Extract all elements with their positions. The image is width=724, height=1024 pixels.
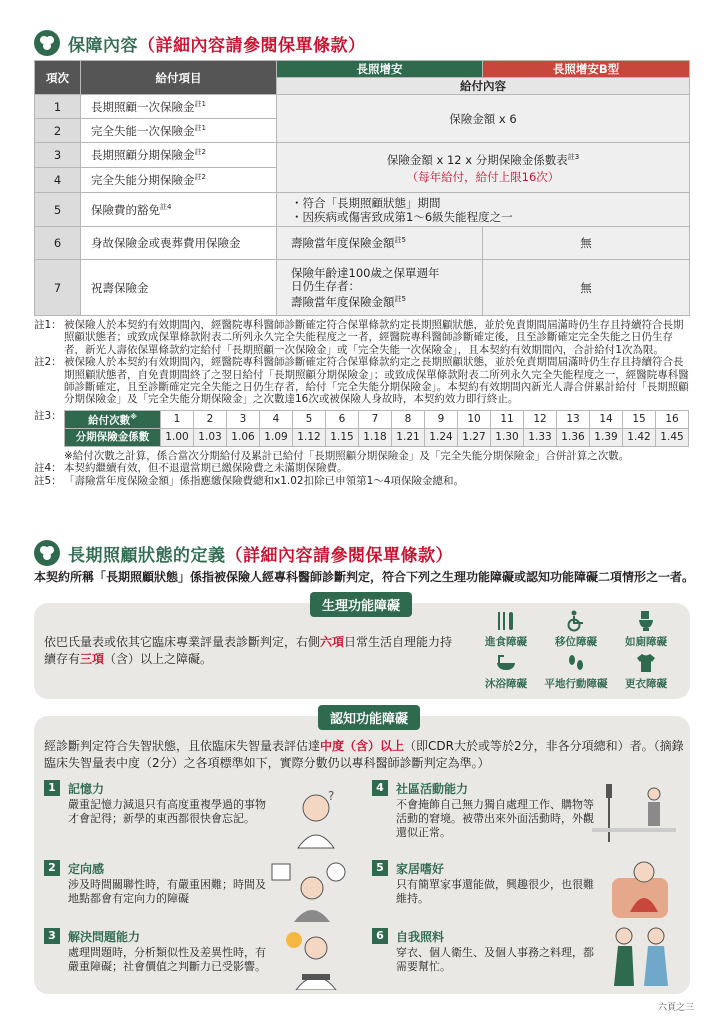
- coeff-cell: 1.03: [194, 428, 227, 446]
- toilet-icon: [635, 610, 657, 632]
- value-row-7-b: 無: [483, 260, 690, 316]
- coeff-cell: 1.18: [359, 428, 392, 446]
- header-no: 項次: [35, 61, 81, 95]
- count-cell: 16: [656, 410, 689, 428]
- header-item: 給付項目: [81, 61, 277, 95]
- coverage-table: [34, 60, 690, 316]
- count-cell: 7: [359, 410, 392, 428]
- note-4: 註4： 本契約繼續有效，但不退還當期已繳保險費之未滿期保險費。: [34, 462, 348, 475]
- section-header-definition: [34, 540, 453, 566]
- count-cell: 11: [491, 410, 524, 428]
- row-item: 完全失能分期保險金$^{註2}$: [81, 168, 277, 193]
- row-item: 祝壽保險金: [81, 260, 277, 316]
- count-cell: 15: [623, 410, 656, 428]
- coefficient-table: [64, 410, 689, 447]
- page-number: 六頁之三: [657, 1003, 694, 1013]
- row-no: 6: [35, 227, 81, 260]
- clover-icon: [34, 30, 60, 56]
- note-3: 註3： 給付次數※ 1 2 3 4 5 6 7 8 9 10 11 12 13 14 15 16 分期保險金係數 1.00 1.03 1.06 1.09 1.12 1.15 1.18 1.21 1.24 1.27 1.30 1.33 1.36 1.39 1.42 1.45 ※給付次數之計算，係合當次分期給付及累計已給付「長期照顧分期保險金」及「完全失能分期保險金」合併計算之次數。: [34, 410, 690, 462]
- count-cell: 3: [227, 410, 260, 428]
- row-item: 身故保險金或喪葬費用保險金: [81, 227, 277, 260]
- coeff-cell: 1.42: [623, 428, 656, 446]
- cognitive-text: 經診斷判定符合失智狀態，且依臨床失智量表評估達中度（含）以上（即CDR大於或等於2分，非各分項總和）者。（摘錄臨床失智量表中度（2分）之各項標準如下，實際分數仍以專科醫師診斷判定為準。）: [44, 739, 684, 770]
- note-3-foot: ※給付次數之計算，係合當次分期給付及累計已給付「長期照顧分期保險金」及「完全失能分期保險金」合併計算之次數。: [64, 449, 630, 462]
- value-row-7-a: 保險年齡達100歲之保單週年 日仍生存者： 壽險當年度保險金額$^{註5}$: [277, 260, 483, 316]
- count-cell: 14: [590, 410, 623, 428]
- section-title: 長期照顧狀態的定義（詳細內容請參閱保單條款）: [68, 545, 453, 566]
- physical-label: 生理功能障礙: [310, 592, 412, 617]
- definition-intro: 本契約所稱「長期照顧狀態」係指被保險人經專科醫師診斷判定，符合下列之生理功能障礙或認知功能障礙二項情形之一者。: [34, 570, 695, 584]
- header-benefit: 給付內容: [277, 78, 690, 95]
- count-label: 給付次數※: [65, 410, 161, 428]
- cognitive-label: 認知功能障礙: [318, 705, 420, 730]
- note-5: 註5： 「壽險當年度保險金額」係指應繳保險費總和x1.02扣除已申領第1～4項保險金總和。: [34, 474, 464, 487]
- header-plan-a: 長照增安: [277, 61, 483, 78]
- count-cell: 13: [557, 410, 590, 428]
- value-rows-3-4: 保險金額 x 12 x 分期保險金係數表$^{註3}$ （每年給付，給付上限16次）: [277, 143, 690, 193]
- row-item: 保險費的豁免$^{註4}$: [81, 193, 277, 227]
- coeff-cell: 1.06: [227, 428, 260, 446]
- row-item: 長期照顧一次保險金$^{註1}$: [81, 95, 277, 119]
- footnotes: [34, 319, 690, 487]
- note-2: 註2： 被保險人於本契約有效期間內，經醫院專科醫師診斷確定符合保單條款約定之長期照顧狀態，並於免責期間屆滿時仍生存且持續符合長期照顧狀態者，自免責期間終了之翌日給付「長期照顧分期保險金」；或致成保單條款附表二所列永久完全失能程度之一，經醫院專科醫師診斷確定，且至診斷確定完全失能之日仍生存者，給付「完全失能分期保險金」。本契約有效期間內新光人壽合併累計給付「長期照顧分期保險金」及「完全失能分期保險金」之次數達16次或被保險人身故時，本契約效力即行終止。: [34, 356, 689, 406]
- coeff-cell: 1.36: [557, 428, 590, 446]
- coeff-cell: 1.33: [524, 428, 557, 446]
- coeff-cell: 1.15: [326, 428, 359, 446]
- confused-person-illustration: [284, 788, 346, 850]
- row-no: 1: [35, 95, 81, 119]
- svg-text:?: ?: [328, 789, 335, 803]
- coeff-cell: 1.45: [656, 428, 689, 446]
- seated-elder-illustration: [608, 856, 678, 922]
- coeff-cell: 1.39: [590, 428, 623, 446]
- utensils-icon: [495, 610, 517, 632]
- count-cell: 4: [260, 410, 293, 428]
- coeff-cell: 1.00: [161, 428, 194, 446]
- dressing-item: 更衣障礙: [610, 652, 682, 691]
- caregiver-elder-illustration: [604, 924, 680, 990]
- coeff-cell: 1.21: [392, 428, 425, 446]
- count-cell: 1: [161, 410, 194, 428]
- coeff-cell: 1.30: [491, 428, 524, 446]
- count-cell: 6: [326, 410, 359, 428]
- transfer-item: 移位障礙: [540, 610, 612, 649]
- coeff-cell: 1.27: [458, 428, 491, 446]
- arms-crossed-person-illustration: [280, 928, 350, 990]
- wheelchair-icon: [565, 610, 587, 632]
- footprints-icon: [565, 652, 587, 674]
- section-header-coverage: [34, 30, 366, 56]
- count-cell: 10: [458, 410, 491, 428]
- coeff-cell: 1.09: [260, 428, 293, 446]
- value-row-6-a: 壽險當年度保險金額$^{註5}$: [277, 227, 483, 260]
- coeff-cell: 1.12: [293, 428, 326, 446]
- bathtub-icon: [495, 652, 517, 674]
- calendar-clock-illustration: [270, 860, 350, 922]
- traffic-light-pedestrian-illustration: [592, 780, 676, 842]
- walking-item: 平地行動障礙: [540, 652, 612, 691]
- coeff-cell: 1.24: [425, 428, 458, 446]
- row-item: 長期照顧分期保險金$^{註2}$: [81, 143, 277, 168]
- value-row-5: ・符合「長期照顧狀態」期間 ・因疾病或傷害致成第1～6級失能程度之一: [277, 193, 690, 227]
- value-row-6-b: 無: [483, 227, 690, 260]
- row-no: 5: [35, 193, 81, 227]
- count-cell: 9: [425, 410, 458, 428]
- value-rows-1-2: 保險金額 x 6: [277, 95, 690, 143]
- bathing-item: 沐浴障礙: [470, 652, 542, 691]
- count-cell: 8: [392, 410, 425, 428]
- count-cell: 12: [524, 410, 557, 428]
- row-item: 完全失能一次保險金$^{註1}$: [81, 119, 277, 143]
- eating-item: 進食障礙: [470, 610, 542, 649]
- toilet-item: 如廁障礙: [610, 610, 682, 649]
- row-no: 7: [35, 260, 81, 316]
- coeff-label: 分期保險金係數: [65, 428, 161, 446]
- note-1: 註1： 被保險人於本契約有效期間內，經醫院專科醫師診斷確定符合保單條款約定長期照顧狀態，並於免責期間屆滿時仍生存且持續符合長期照顧狀態者；或致成保單條款附表二所列永久完全失能程度之一者，經醫院專科醫師診斷確定後，且至診斷確定完全失能之日仍生存者，新光人壽依保單條款約定給付「長期照顧一次保險金」或「完全失能一次保險金」，且本契約有效期間內，合計給付1次為限。: [34, 319, 684, 356]
- row-no: 2: [35, 119, 81, 143]
- row-no: 4: [35, 168, 81, 193]
- clover-icon: [34, 540, 60, 566]
- count-cell: 2: [194, 410, 227, 428]
- section-title: 保障內容（詳細內容請參閱保單條款）: [68, 35, 366, 56]
- row-no: 3: [35, 143, 81, 168]
- header-plan-b: 長照增安B型: [483, 61, 690, 78]
- physical-text: 依巴氏量表或依其它臨床專業評量表診斷判定，右側六項日常生活自理能力持續存有三項（含）以上之障礙。: [44, 635, 453, 666]
- shirt-icon: [635, 652, 657, 674]
- count-cell: 5: [293, 410, 326, 428]
